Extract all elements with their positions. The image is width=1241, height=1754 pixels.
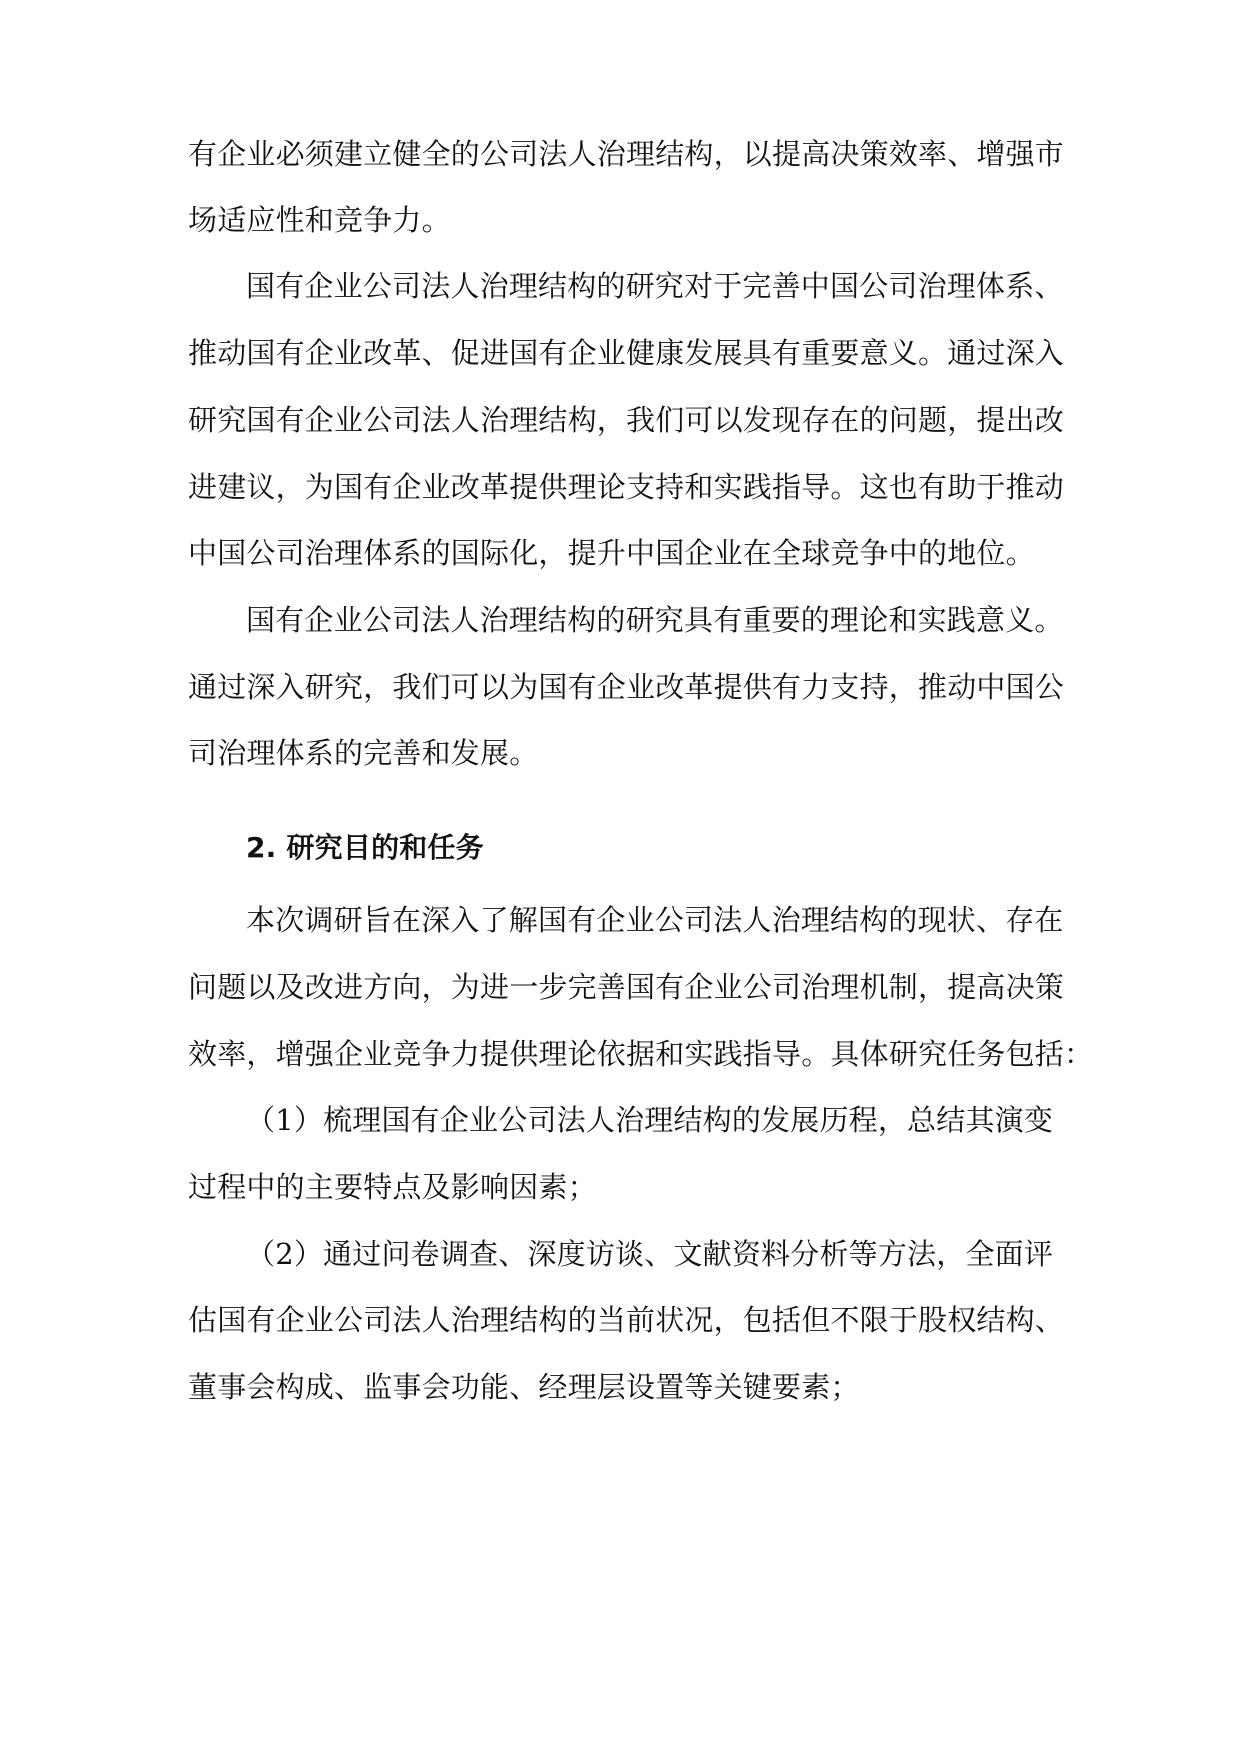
paragraph-line: 司治理体系的完善和发展。 [188,736,539,770]
paragraph-line: 国有企业公司法人治理结构的研究对于完善中国公司治理体系、 [246,269,1064,303]
paragraph-line: 效率，增强企业竞争力提供理论依据和实践指导。具体研究任务包括： [188,1037,1094,1071]
paragraph-line: 有企业必须建立健全的公司法人治理结构，以提高决策效率、增强市 [188,137,1065,171]
list-item-line: 估国有企业公司法人治理结构的当前状况，包括但不限于股权结构、 [188,1303,1065,1337]
list-item-line: 过程中的主要特点及影响因素； [188,1170,597,1204]
list-item-line: （1）梳理国有企业公司法人治理结构的发展历程，总结其演变 [246,1103,1054,1137]
paragraph-line: 问题以及改进方向，为进一步完善国有企业公司治理机制，提高决策 [188,970,1065,1004]
paragraph-line: 研究国有企业公司法人治理结构，我们可以发现存在的问题，提出改 [188,403,1065,437]
section-heading: 2. 研究目的和任务 [246,831,484,864]
paragraph-line: 进建议，为国有企业改革提供理论支持和实践指导。这也有助于推动 [188,470,1065,504]
list-item-line: 董事会构成、监事会功能、经理层设置等关键要素； [188,1370,860,1404]
paragraph-line: 通过深入研究，我们可以为国有企业改革提供有力支持，推动中国公 [188,670,1065,704]
paragraph-line: 场适应性和竞争力。 [188,203,451,237]
paragraph-line: 中国公司治理体系的国际化，提升中国企业在全球竞争中的地位。 [188,536,1035,570]
paragraph-line: 国有企业公司法人治理结构的研究具有重要的理论和实践意义。 [246,603,1064,637]
paragraph-line: 本次调研旨在深入了解国有企业公司法人治理结构的现状、存在 [246,903,1064,937]
list-item-line: （2）通过问卷调查、深度访谈、文献资料分析等方法，全面评 [246,1237,1054,1271]
paragraph-line: 推动国有企业改革、促进国有企业健康发展具有重要意义。通过深入 [188,336,1065,370]
